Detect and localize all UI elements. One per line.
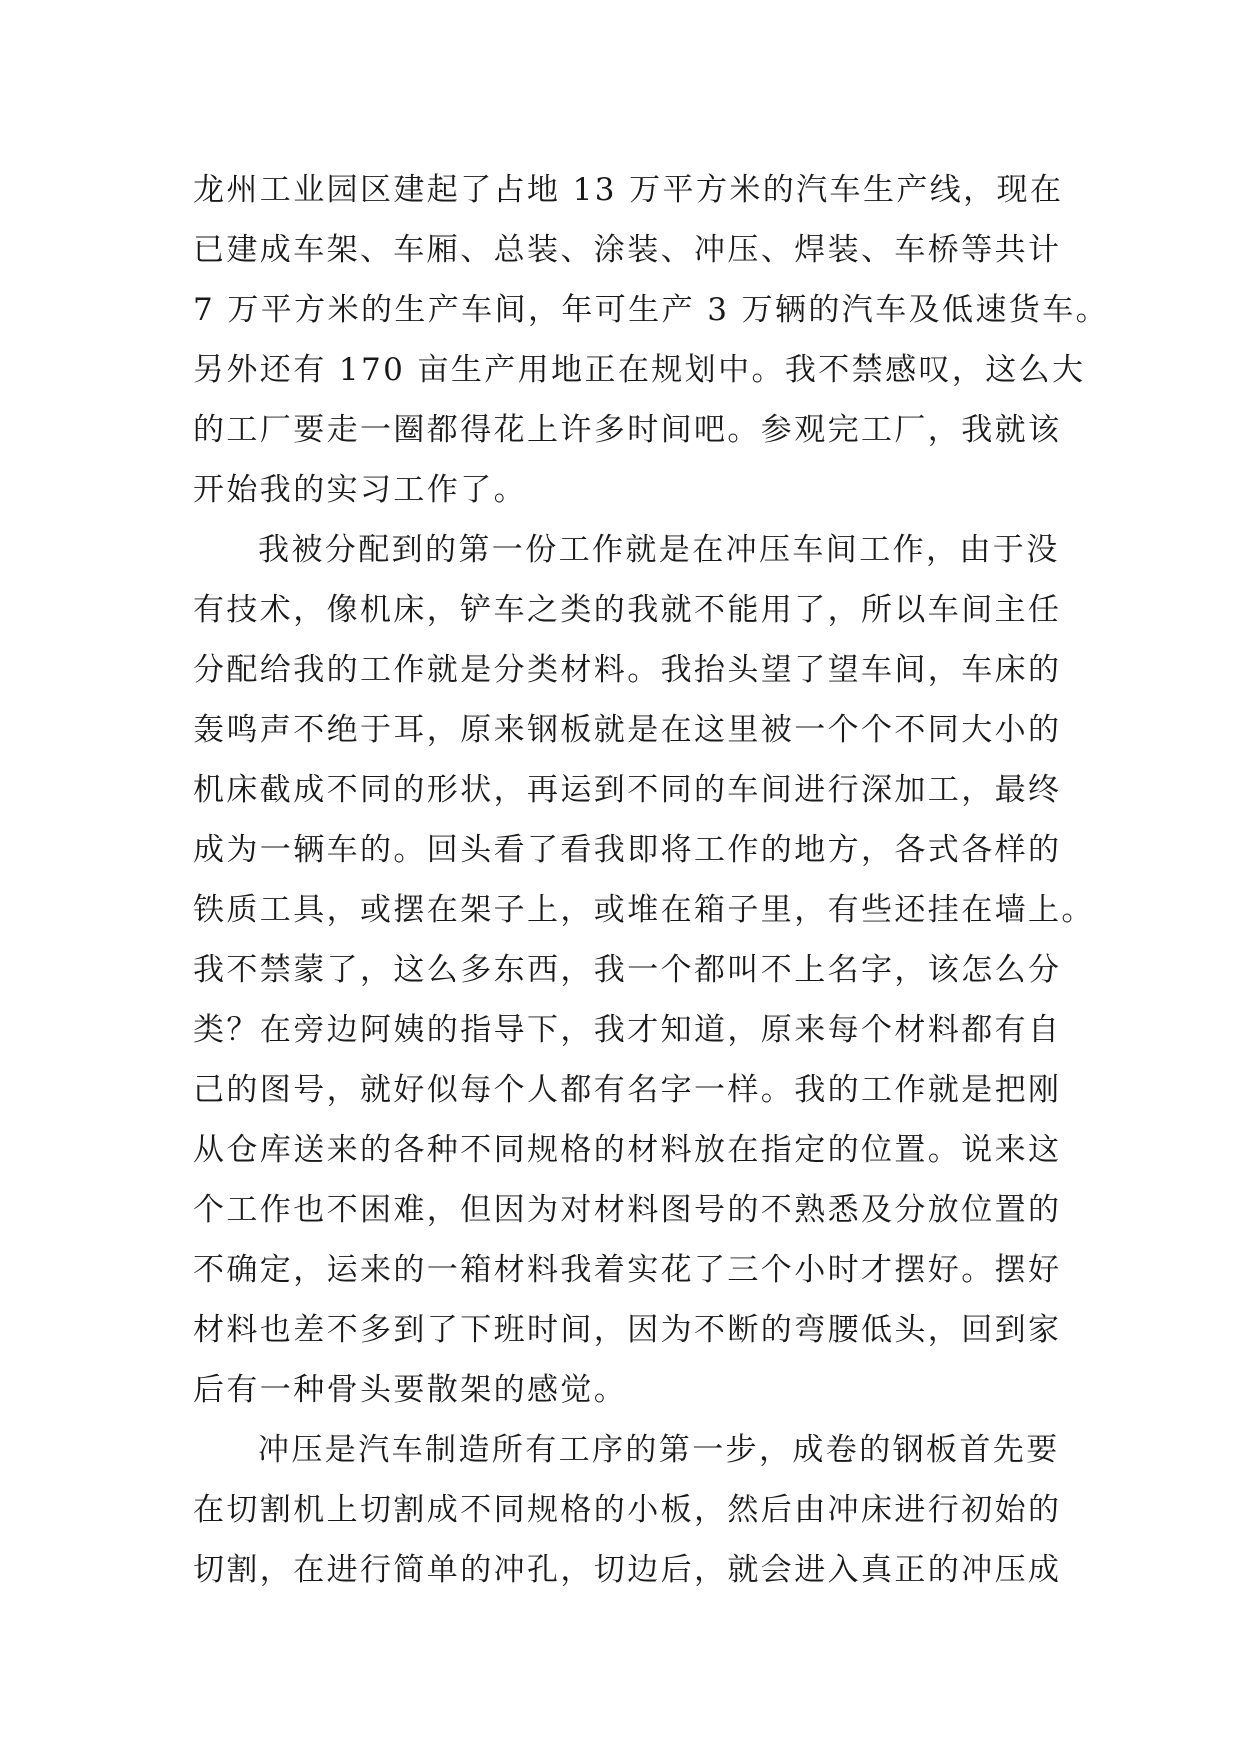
- text-line: 冲压是汽车制造所有工序的第一步，成卷的钢板首先要: [258, 1432, 1060, 1468]
- paragraph-1: [193, 160, 1110, 520]
- text-line: 不确定，运来的一箱材料我着实花了三个小时才摆好。摆好: [193, 1252, 1062, 1288]
- paragraph-3: [193, 1420, 1073, 1600]
- text-line: 己的图号，就好似每个人都有名字一样。我的工作就是把刚: [193, 1072, 1062, 1108]
- text-line: 已建成车架、车厢、总装、涂装、冲压、焊装、车桥等共计: [193, 232, 1062, 268]
- text-line: 类？在旁边阿姨的指导下，我才知道，原来每个材料都有自: [193, 1012, 1062, 1048]
- text-line: 的工厂要走一圈都得花上许多时间吧。参观完工厂，我就该: [193, 412, 1062, 448]
- text-line: 轰鸣声不绝于耳，原来钢板就是在这里被一个个不同大小的: [193, 712, 1062, 748]
- text-line: 材料也差不多到了下班时间，因为不断的弯腰低头，回到家: [193, 1312, 1062, 1348]
- text-line: 机床截成不同的形状，再运到不同的车间进行深加工，最终: [193, 772, 1062, 808]
- text-line: 后有一种骨头要散架的感觉。: [193, 1372, 628, 1408]
- text-line: 个工作也不困难，但因为对材料图号的不熟悉及分放位置的: [193, 1192, 1062, 1228]
- text-line: 成为一辆车的。回头看了看我即将工作的地方，各式各样的: [193, 832, 1062, 868]
- text-line: 另外还有 170 亩生产用地正在规划中。我不禁感叹，这么大: [193, 352, 1086, 388]
- text-line: 在切割机上切割成不同规格的小板，然后由冲床进行初始的: [193, 1492, 1062, 1528]
- text-line: 切割，在进行简单的冲孔，切边后，就会进入真正的冲压成: [193, 1552, 1062, 1588]
- text-line: 从仓库送来的各种不同规格的材料放在指定的位置。说来这: [193, 1132, 1062, 1168]
- paragraph-2: [193, 520, 1095, 1420]
- text-line: 分配给我的工作就是分类材料。我抬头望了望车间，车床的: [193, 652, 1062, 688]
- text-line: 我被分配到的第一份工作就是在冲压车间工作，由于没: [258, 532, 1060, 568]
- text-line: 开始我的实习工作了。: [193, 472, 527, 508]
- text-line: 有技术，像机床，铲车之类的我就不能用了，所以车间主任: [193, 592, 1062, 628]
- text-line: 铁质工具，或摆在架子上，或堆在箱子里，有些还挂在墙上。: [193, 892, 1095, 928]
- text-line: 我不禁蒙了，这么多东西，我一个都叫不上名字，该怎么分: [193, 952, 1062, 988]
- text-line: 龙州工业园区建起了占地 13 万平方米的汽车生产线，现在: [193, 172, 1064, 208]
- document-body: [193, 160, 1110, 1600]
- text-line: 7 万平方米的生产车间，年可生产 3 万辆的汽车及低速货车。: [193, 292, 1110, 328]
